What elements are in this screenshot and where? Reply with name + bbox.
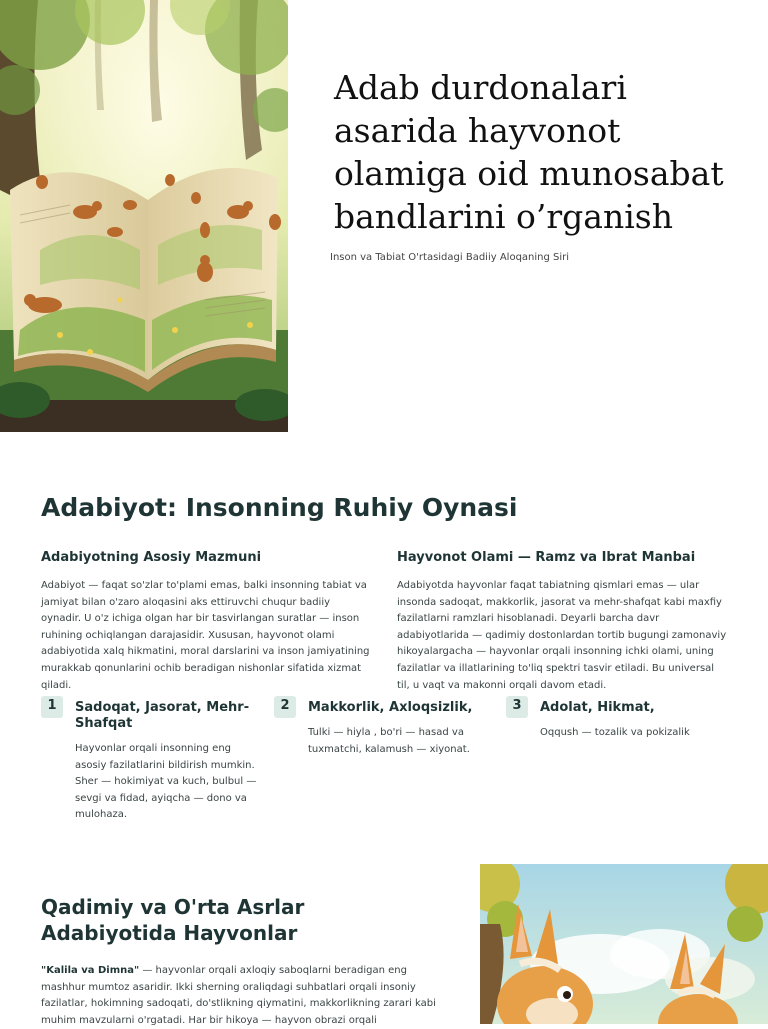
section-title-adabiyot: Adabiyot: Insonning Ruhiy Oynasi [41,493,518,522]
page-subtitle: Inson va Tabiat O'rtasidagi Badiiy Aloqaning Siri [330,252,570,263]
item-heading: Sadoqat, Jasorat, Mehr-Shafqat [75,700,250,731]
item-text: Oqqush — tozalik va pokizalik [540,727,690,738]
open-book-forest-illustration [0,0,288,432]
column-heading-mazmun: Adabiyotning Asosiy Mazmuni [41,550,262,565]
item-heading: Makkorlik, Axloqsizlik, [308,700,473,715]
hero-image-open-book [0,0,288,432]
book-title-kalila: "Kalila va Dimna" [41,965,140,976]
page-title: Adab durdonalari asarida hayvonot olamiga oid munosabat bandlarini o’rganish [334,68,724,236]
item-number-badge: 2 [274,696,296,718]
item-number-badge: 3 [506,696,528,718]
column-text-hayvonot: Adabiyotda hayvonlar faqat tabiatning qismlari emas — ular insonda sadoqat, makkorlik, jasorat va mehr-shafqat kabi maxfiy fazilatlarni ramzlari hisoblanadi. Deyarli barcha davr adabiyotlarida — qadimiy dostonlardan tortib bugungi zamonaviy hikoyalargacha — hayvonlar orqali insonning ichki olami, uning fazilatlar va illatlarining to'liq spektri tasvir etiladi. Bu universal til, u vaqt va makonni orqali davom etadi. [397,580,727,691]
cartoon-donkeys-illustration [480,864,768,1024]
section-title-qadimiy: Qadimiy va O'rta Asrlar Adabiyotida Hayvonlar [41,895,305,945]
item-heading: Adolat, Hikmat, [540,700,655,715]
section-text-body: — hayvonlar orqali axloqiy saboqlarni beradigan eng mashhur mumtoz asaridir. Ikki sherning oraliqdagi suhbatlari orqali insoniy fazilatlar, hokimning sadoqati, do'stlikning qiymatini, makkorlikning zarari kabi muhim mavzularni o'rgatadi. Har bir hikoya — hayvon obrazi orqali [41,965,436,1026]
item-number-badge: 1 [41,696,63,718]
item-text: Tulki — hiyla , bo'ri — hasad va tuxmatchi, kalamush — xiyonat. [308,727,470,755]
column-heading-hayvonot: Hayvonot Olami — Ramz va Ibrat Manbai [397,550,696,565]
item-text: Hayvonlar orqali insonning eng asosiy fazilatlarini bildirish mumkin. Sher — hokimiyat va kuch, bulbul — sevgi va fidad, ayiqcha — dono va mulohaza. [75,743,257,821]
cartoon-animals-image [480,864,768,1024]
section-text-kalila [41,963,436,1029]
column-text-mazmun: Adabiyot — faqat so'zlar to'plami emas, balki insonning tabiat va jamiyat bilan o'zaro aloqasini aks ettiruvchi chuqur badiiy oynadir. U o'z ichiga olgan har bir tasvirlangan suratlar — inson ruhining ochiqlangan darajasidir. Xususan, hayvonot olami adabiyotida xalq hikmatini, moral darslarini va inson jamiyatining murakkab qonunlarini ochib beradigan nishonlar sifatida xizmat qiladi. [41,580,370,691]
